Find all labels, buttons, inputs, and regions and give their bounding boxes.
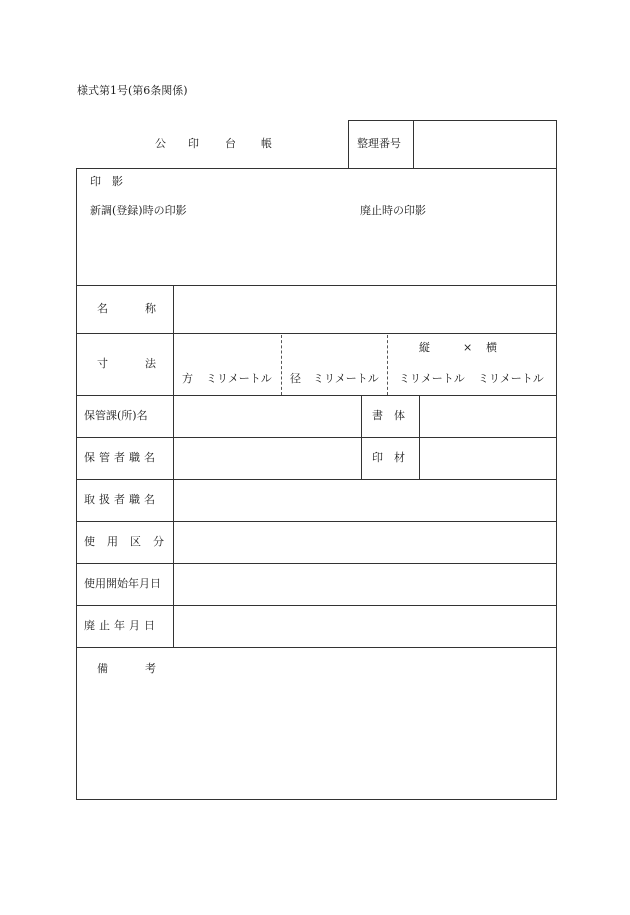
row-divider	[76, 437, 556, 438]
row-divider	[76, 647, 556, 648]
seal-material-label: 印 材	[372, 451, 405, 464]
new-impression-label: 新調(登録)時の印影	[90, 204, 187, 217]
form-number-header: 様式第1号(第6条関係)	[77, 84, 188, 97]
name-label-a: 名	[97, 302, 108, 315]
horizontal-unit: ミリメートル	[478, 372, 544, 385]
row-divider	[76, 395, 556, 396]
abolished-impression-label: 廃止時の印影	[360, 204, 426, 217]
title-char-1: 公	[155, 137, 166, 150]
vertical-unit: ミリメートル	[399, 372, 465, 385]
remarks-label-a: 備	[97, 662, 108, 675]
title-char-4: 帳	[261, 137, 272, 150]
title-char-3: 台	[225, 137, 236, 150]
times-sign: ×	[463, 341, 473, 354]
row-divider	[76, 563, 556, 564]
row-divider	[76, 521, 556, 522]
size-label-b: 法	[145, 357, 156, 370]
impression-heading: 印 影	[90, 175, 123, 188]
start-date-label: 使用開始年月日	[84, 577, 161, 590]
name-label-b: 称	[145, 302, 156, 315]
usage-class-label: 使用区分	[84, 535, 176, 548]
end-date-label: 廃止年月日	[84, 619, 159, 632]
diameter-unit: ミリメートル	[313, 372, 379, 385]
sub-column-divider	[361, 395, 362, 479]
square-unit: ミリメートル	[206, 372, 272, 385]
row-divider	[76, 333, 556, 334]
square-prefix: 方	[182, 372, 193, 385]
handler-title-label: 取扱者職名	[84, 493, 159, 506]
size-label-a: 寸	[97, 357, 108, 370]
ledger-number-divider	[413, 120, 414, 168]
custodian-title-label: 保管者職名	[84, 451, 159, 464]
custodian-dept-label: 保管課(所)名	[84, 409, 148, 422]
remarks-label-b: 考	[145, 662, 156, 675]
row-divider	[76, 605, 556, 606]
vertical-label: 縦	[419, 341, 430, 354]
ledger-number-label: 整理番号	[357, 137, 401, 150]
row-divider	[76, 285, 556, 286]
row-divider	[76, 479, 556, 480]
size-dashed-divider	[387, 335, 388, 395]
typeface-label: 書 体	[372, 409, 405, 422]
ledger-table	[76, 168, 557, 800]
sub-column-divider	[419, 395, 420, 479]
title-char-2: 印	[188, 137, 199, 150]
label-column-divider	[173, 285, 174, 647]
diameter-prefix: 径	[290, 372, 301, 385]
size-dashed-divider	[281, 335, 282, 395]
horizontal-label: 横	[486, 341, 497, 354]
